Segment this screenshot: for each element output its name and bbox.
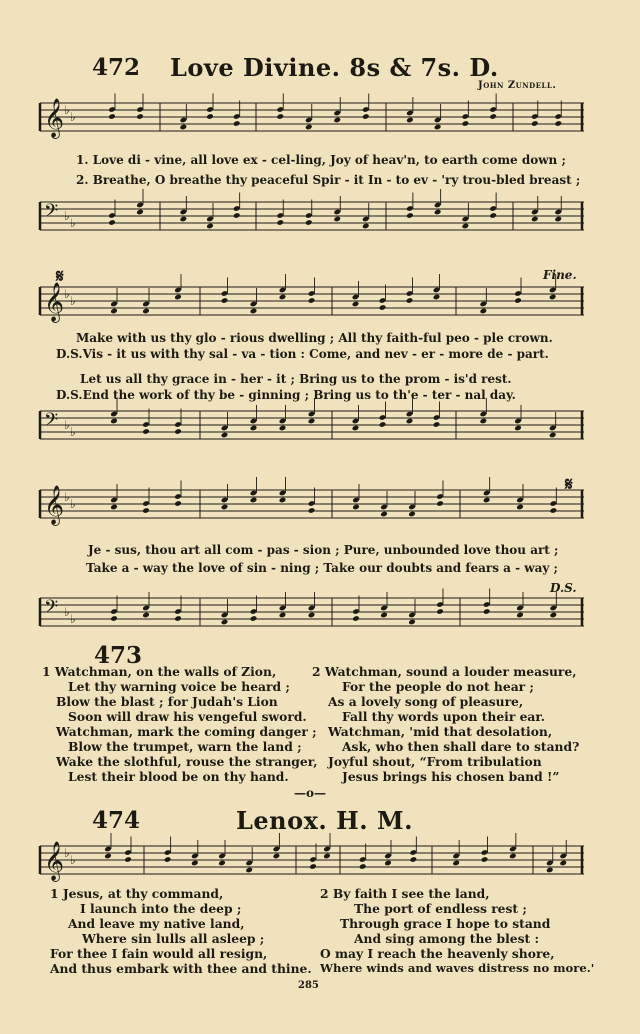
note-head (531, 120, 539, 127)
verse-line: Watchman, 'mid that desolation, (328, 724, 553, 739)
note-head (279, 497, 287, 504)
note-head (180, 216, 188, 223)
note-head (142, 308, 150, 315)
hymn-473-verse-1 (42, 664, 318, 784)
hymn-474-number: 474 (92, 807, 141, 834)
note-head (250, 615, 258, 622)
flat-icon: ♭ (64, 418, 70, 432)
note-head (245, 867, 253, 874)
hymn-474-verse-2 (320, 886, 594, 976)
note-head (483, 608, 491, 615)
verse-line: Fall thy words upon their ear. (342, 709, 546, 724)
note-head (305, 124, 313, 131)
system-2-bass-staff (40, 409, 584, 441)
fine-marking: Fine. (543, 268, 577, 282)
note-head (218, 860, 226, 867)
verse-line: Watchman, mark the coming danger ; (56, 724, 317, 739)
note-head (554, 216, 562, 223)
note-head (110, 308, 118, 315)
note-head (380, 612, 388, 619)
note-head (452, 860, 460, 867)
note-head (142, 428, 150, 435)
note-head (436, 500, 444, 507)
system-1-verse-2-lyrics: 2. Breathe, O breathe thy peaceful Spir - it In - to ev - 'ry trou-bled breast ; (76, 173, 581, 187)
note-head (516, 504, 524, 511)
verse-line: O may I reach the heavenly shore, (320, 946, 555, 961)
note-head (408, 511, 416, 518)
flat-icon: ♭ (64, 209, 70, 223)
note-head (489, 212, 497, 219)
note-head (142, 612, 150, 619)
verse-line: Soon will draw his vengeful sword. (68, 709, 307, 724)
note-head (406, 418, 414, 425)
verse-line: Joyful shout, “From tribulation (328, 754, 542, 769)
note-head (359, 863, 367, 870)
hymn-472-title: Love Divine. 8s & 7s. D. (170, 53, 499, 82)
hymn-473-verse-2 (312, 664, 579, 784)
verse-line: I launch into the deep ; (80, 901, 242, 916)
note-head (480, 308, 488, 315)
hymn-472-number: 472 (92, 54, 141, 81)
page-number: 285 (298, 980, 319, 991)
note-head (462, 223, 470, 230)
flat-icon: ♭ (64, 490, 70, 504)
system-3-treble-staff (40, 485, 584, 525)
note-head (136, 209, 144, 216)
flat-icon: ♭ (70, 425, 76, 439)
note-head (221, 619, 229, 626)
note-head (104, 853, 112, 860)
system-1-verse-1-lyrics: 1. Love di - vine, all love ex - cel-ling, Joy of heav'n, to earth come down ; (76, 153, 566, 167)
flat-icon: ♭ (64, 103, 70, 117)
hymn-474-title: Lenox. H. M. (236, 806, 413, 835)
note-head (546, 867, 554, 874)
verse-line: Where winds and waves distress no more.' (320, 961, 595, 975)
flat-icon: ♭ (70, 216, 76, 230)
note-head (174, 615, 182, 622)
note-head (221, 504, 229, 511)
verse-line: The port of endless rest ; (354, 901, 527, 916)
note-head (180, 124, 188, 131)
note-head (549, 294, 557, 301)
verse-line: Wake the slothful, rouse the stranger, (56, 754, 318, 769)
note-head (279, 612, 287, 619)
flat-icon: ♭ (70, 853, 76, 867)
segno-end-sign-icon: 𝄋 (565, 474, 573, 495)
verse-line: 2 Watchman, sound a louder measure, (312, 664, 577, 679)
note-head (379, 421, 387, 428)
note-head (352, 425, 360, 432)
flat-icon: ♭ (64, 846, 70, 860)
note-head (305, 219, 313, 226)
note-head (352, 301, 360, 308)
verse-line: Jesus brings his chosen band !” (342, 769, 560, 784)
note-head (233, 120, 241, 127)
verse-line: And thus embark with thee and thine. (50, 961, 312, 976)
note-head (164, 856, 172, 863)
treble-clef-icon: 𝄞 (44, 485, 65, 525)
note-head (480, 418, 488, 425)
note-head (531, 216, 539, 223)
note-head (549, 432, 557, 439)
note-head (481, 856, 489, 863)
system-2-treble-staff (40, 282, 584, 322)
note-head (108, 113, 116, 120)
bass-clef-icon: 𝄢 (44, 597, 59, 622)
system-2-verse-1-ds-lyrics: D.S.Vis - it us with thy sal - va - tion : Come, and nev - er - more de - part. (56, 347, 549, 361)
system-2-verse-2-lyrics: Let us all thy grace in - her - it ; Bring us to the prom - is'd rest. (80, 372, 512, 386)
note-head (408, 619, 416, 626)
section-separator: —o— (294, 786, 327, 800)
system-1-treble-staff (40, 98, 584, 138)
note-head (333, 117, 341, 124)
note-head (514, 425, 522, 432)
note-head (174, 294, 182, 301)
treble-clef-icon: 𝄞 (44, 841, 65, 881)
note-head (279, 425, 287, 432)
verse-line: As a lovely song of pleasure, (328, 694, 524, 709)
note-head (308, 612, 316, 619)
note-head (489, 113, 497, 120)
system-3-bass-staff (40, 596, 584, 628)
note-head (250, 425, 258, 432)
verse-line: Lest their blood be on thy hand. (68, 769, 289, 784)
segno-sign-icon: 𝄋 (56, 266, 64, 287)
note-head (379, 304, 387, 311)
note-head (433, 294, 441, 301)
note-head (308, 297, 316, 304)
note-head (384, 860, 392, 867)
note-head (174, 428, 182, 435)
note-head (380, 511, 388, 518)
note-head (554, 120, 562, 127)
hymn-473-number: 473 (94, 642, 143, 669)
note-head (410, 856, 418, 863)
note-head (362, 113, 370, 120)
verse-line: For thee I fain would all resign, (50, 946, 268, 961)
note-head (509, 853, 517, 860)
treble-clef-icon: 𝄞 (44, 282, 65, 322)
verse-line: 2 By faith I see the land, (320, 886, 490, 901)
bass-clef-icon: 𝄢 (44, 410, 59, 435)
note-head (406, 212, 414, 219)
verse-line: 1 Jesus, at thy command, (50, 886, 224, 901)
note-head (279, 294, 287, 301)
flat-icon: ♭ (70, 294, 76, 308)
note-head (276, 219, 284, 226)
note-head (136, 113, 144, 120)
note-head (559, 860, 567, 867)
note-head (309, 863, 317, 870)
flat-icon: ♭ (64, 287, 70, 301)
note-head (308, 418, 316, 425)
verse-line: And sing among the blest : (354, 931, 540, 946)
flat-icon: ♭ (70, 497, 76, 511)
note-head (273, 853, 281, 860)
note-head (333, 216, 341, 223)
note-head (483, 497, 491, 504)
bass-clef-icon: 𝄢 (44, 201, 59, 226)
verse-line: And leave my native land, (68, 916, 245, 931)
note-head (110, 418, 118, 425)
note-head (516, 612, 524, 619)
note-head (462, 120, 470, 127)
note-head (191, 860, 199, 867)
note-head (221, 297, 229, 304)
note-head (250, 497, 258, 504)
hymn-474-treble-staff (40, 841, 584, 881)
verse-line: Let thy warning voice be heard ; (68, 679, 290, 694)
note-head (221, 432, 229, 439)
system-2-verse-1-lyrics: Make with us thy glo - rious dwelling ; All thy faith-ful peo - ple crown. (76, 331, 553, 345)
note-head (110, 504, 118, 511)
note-head (124, 856, 132, 863)
verse-line: Ask, who then shall dare to stand? (342, 739, 580, 754)
note-head (174, 500, 182, 507)
note-head (514, 297, 522, 304)
note-head (550, 612, 558, 619)
note-head (250, 308, 258, 315)
treble-clef-icon: 𝄞 (44, 98, 65, 138)
note-head (233, 212, 241, 219)
system-1-bass-staff (40, 200, 584, 232)
note-head (110, 615, 118, 622)
verse-line: 1 Watchman, on the walls of Zion, (42, 664, 277, 679)
verse-line: For the people do not hear ; (342, 679, 534, 694)
note-head (362, 223, 370, 230)
note-head (550, 507, 558, 514)
flat-icon: ♭ (70, 612, 76, 626)
note-head (323, 853, 331, 860)
note-head (142, 507, 150, 514)
hymn-474-verse-1 (50, 886, 312, 976)
note-head (352, 615, 360, 622)
note-head (436, 608, 444, 615)
system-2-verse-2-ds-lyrics: D.S.End the work of thy be - ginning ; Bring us to th'e - ter - nal day. (56, 388, 516, 402)
note-head (206, 113, 214, 120)
system-3-verse-2-lyrics: Take a - way the love of sin - ning ; Take our doubts and fears a - way ; (86, 561, 558, 575)
note-head (276, 113, 284, 120)
flat-icon: ♭ (64, 605, 70, 619)
verse-line: Blow the trumpet, warn the land ; (68, 739, 302, 754)
ds-marking: D.S. (550, 581, 577, 595)
system-3-verse-1-lyrics: Je - sus, thou art all com - pas - sion ; Pure, unbounded love thou art ; (88, 543, 559, 557)
verse-line: Where sin lulls all asleep ; (82, 931, 265, 946)
note-head (434, 209, 442, 216)
note-head (406, 297, 414, 304)
note-head (352, 504, 360, 511)
note-head (433, 421, 441, 428)
note-head (206, 223, 214, 230)
note-head (406, 117, 414, 124)
flat-icon: ♭ (70, 110, 76, 124)
note-head (434, 124, 442, 131)
verse-line: Blow the blast ; for Judah's Lion (56, 694, 278, 709)
note-head (308, 507, 316, 514)
hymn-472-composer: John Zundell. (478, 80, 557, 91)
note-head (108, 219, 116, 226)
verse-line: Through grace I hope to stand (340, 916, 551, 931)
